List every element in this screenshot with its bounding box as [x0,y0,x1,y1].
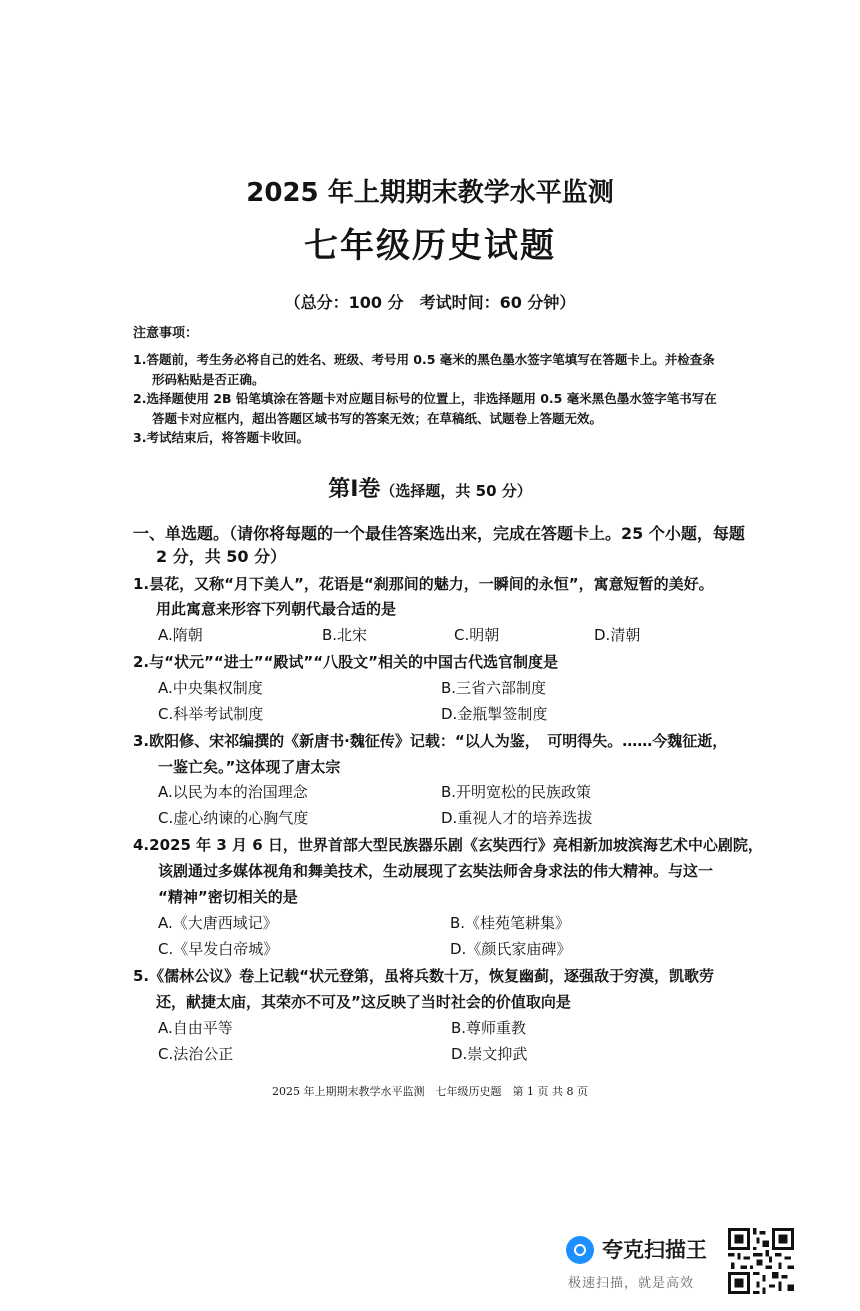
option: C.《早发白帝城》 [158,940,279,958]
option: D.金瓶掣签制度 [441,705,548,723]
exam-subtitle: 七年级历史试题 [304,226,556,266]
notes-heading: 注意事项： [133,326,199,341]
exam-meta: （总分：100 分 考试时间：60 分钟） [284,293,576,312]
question-stem: 4.2025 年 3 月 6 日，世界首部大型民族器乐剧《玄奘西行》亮相新加坡滨海艺术中心剧院， [133,836,763,854]
section-title [0,472,860,503]
option: A.隋朝 [158,626,203,644]
option: A.《大唐西域记》 [158,914,278,932]
question-stem: 2.与“状元”“进士”“殿试”“八股文”相关的中国古代选官制度是 [133,653,559,671]
section-title-text: 第Ⅰ卷 [328,477,381,502]
section-note: （选择题，共 50 分） [380,482,532,500]
option: C.虚心纳谏的心胸气度 [158,809,309,827]
question-stem: 3.欧阳修、宋祁编撰的《新唐书·魏征传》记载：“以人为鉴， 可明得失。……今魏征逝， [133,732,728,750]
part-instruction: 2 分，共 50 分） [156,547,287,566]
option: B.北宋 [322,626,368,644]
note-line: 形码粘贴是否正确。 [152,372,265,387]
question-stem: 5.《儒林公议》卷上记载“状元登第，虽将兵数十万，恢复幽蓟，逐强敌于穷漠，凯歌劳 [133,967,714,985]
note-line: 2.选择题使用 2B 铅笔填涂在答题卡对应题目标号的位置上，非选择题用 0.5 毫米黑色墨水签字笔书写在 [133,391,717,406]
question-stem: 该剧通过多媒体视角和舞美技术，生动展现了玄奘法师舍身求法的伟大精神。与这一 [158,862,714,880]
watermark-slogan: 极速扫描，就是高效 [568,1276,695,1291]
option: B.尊师重教 [451,1019,527,1037]
option: B.《桂苑笔耕集》 [450,914,571,932]
question-stem: 一鉴亡矣。”这体现了唐太宗 [158,758,341,776]
quark-logo-icon [566,1236,594,1264]
option: B.开明宽松的民族政策 [441,783,592,801]
option: D.清朝 [594,626,641,644]
note-line: 答题卡对应框内，超出答题区域书写的答案无效；在草稿纸、试题卷上答题无效。 [152,411,603,426]
question-stem: 1.昙花，又称“月下美人”，花语是“刹那间的魅力，一瞬间的永恒”，寓意短暂的美好。 [133,575,714,593]
note-line: 1.答题前，考生务必将自己的姓名、班级、考号用 0.5 毫米的黑色墨水签字笔填写在答题卡上。并检查条 [133,352,715,367]
note-line: 3.考试结束后，将答题卡收回。 [133,430,309,445]
part-instruction: 一、单选题。（请你将每题的一个最佳答案选出来，完成在答题卡上。25 个小题，每题 [133,524,745,543]
option: A.中央集权制度 [158,679,263,697]
option: A.自由平等 [158,1019,233,1037]
qr-code-icon [728,1228,794,1294]
option: D.崇文抑武 [451,1045,528,1063]
exam-title: 2025 年上期期末教学水平监测 [246,178,614,208]
option: B.三省六部制度 [441,679,547,697]
watermark-brand: 夸克扫描王 [602,1238,707,1262]
option: C.科举考试制度 [158,705,264,723]
option: A.以民为本的治国理念 [158,783,308,801]
question-stem: 还，献捷太庙，其荣亦不可及”这反映了当时社会的价值取向是 [156,993,571,1011]
page-footer: 2025 年上期期末教学水平监测 七年级历史题 第 1 页 共 8 页 [272,1085,588,1098]
question-stem: 用此寓意来形容下列朝代最合适的是 [156,600,397,618]
question-stem: “精神”密切相关的是 [158,888,298,906]
option: C.明朝 [454,626,500,644]
option: C.法治公正 [158,1045,234,1063]
option: D.《颜氏家庙碑》 [450,940,572,958]
option: D.重视人才的培养选拔 [441,809,593,827]
